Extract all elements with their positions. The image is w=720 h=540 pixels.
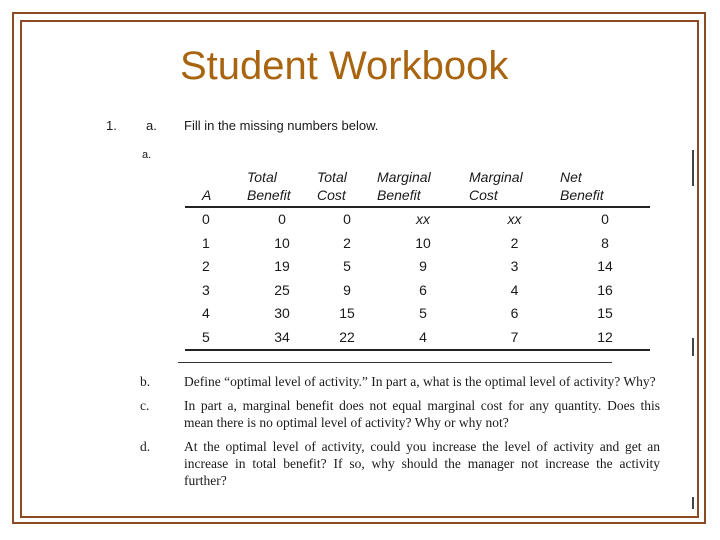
cell-total-cost: 22: [317, 326, 377, 351]
cell-total-benefit: 25: [274, 281, 290, 298]
question-letter: a.: [146, 118, 157, 133]
cell-net-benefit: 8: [601, 234, 609, 251]
part-text: In part a, marginal benefit does not equal marginal cost for any quantity. Does this mean there is no optimal level of activity? Why or why not?: [184, 398, 660, 430]
cell-marginal-benefit: 4: [377, 326, 469, 351]
cell-total-cost: 2: [343, 234, 351, 251]
table-row: [185, 255, 650, 279]
cell-a: 2: [202, 258, 210, 274]
question-part-d: [140, 438, 660, 489]
part-text: At the optimal level of activity, could you increase the level of activity and get an increase in total benefit? If so, why should the manager not increase the activity further?: [184, 439, 660, 488]
question-part-b: [140, 373, 660, 390]
cell-total-benefit: 10: [274, 234, 290, 251]
cell-a: 0: [202, 211, 210, 227]
cell-total-cost: 15: [339, 305, 355, 321]
scan-edge-mark: [692, 338, 694, 356]
cell-marginal-cost: 6: [510, 305, 519, 321]
part-letter: d.: [140, 439, 151, 454]
cell-marginal-cost: 2: [510, 234, 519, 251]
cell-total-cost: 9: [343, 281, 351, 298]
slide-title: Student Workbook: [180, 44, 509, 88]
benefit-cost-table: [185, 168, 650, 351]
col-header-net-benefit: Net Benefit: [560, 168, 650, 207]
cell-total-benefit: 0: [278, 211, 286, 227]
col-header-a: A: [185, 168, 247, 207]
table-row: [185, 207, 650, 232]
scan-edge-mark: [692, 150, 694, 186]
col-header-total-benefit: Total Benefit: [247, 168, 317, 207]
cell-marginal-benefit: 10: [415, 234, 431, 251]
part-text: Define “optimal level of activity.” In part a, what is the optimal level of activity? Why?: [184, 374, 656, 389]
cell-total-benefit: 30: [274, 305, 290, 321]
cell-total-cost: 0: [343, 211, 351, 227]
cell-net-benefit: 0: [601, 211, 609, 227]
cell-a: 5: [185, 326, 247, 351]
cell-total-cost: 5: [343, 258, 351, 274]
cell-net-benefit: 14: [597, 258, 613, 274]
cell-a: 3: [202, 281, 210, 298]
part-letter: b.: [140, 374, 151, 389]
table-row: [185, 326, 650, 351]
cell-net-benefit: 15: [597, 305, 613, 321]
cell-total-benefit: 19: [274, 258, 290, 274]
cell-marginal-benefit: 5: [419, 305, 427, 321]
table-header-row: [185, 168, 650, 207]
table-row: [185, 232, 650, 256]
col-header-marginal-benefit: Marginal Benefit: [377, 168, 469, 207]
section-divider: [178, 362, 612, 363]
cell-marginal-cost: 3: [510, 258, 519, 274]
col-header-total-cost: Total Cost: [317, 168, 377, 207]
table-label: a.: [142, 149, 152, 161]
cell-a: 4: [202, 305, 210, 321]
question-number: 1.: [106, 118, 117, 133]
question-part-c: [140, 397, 660, 431]
cell-marginal-benefit: 6: [419, 281, 427, 298]
part-letter: c.: [140, 398, 150, 413]
cell-marginal-cost: 7: [469, 326, 560, 351]
cell-a: 1: [202, 234, 210, 251]
table-row: [185, 279, 650, 303]
table-row: [185, 302, 650, 326]
cell-net-benefit: 16: [597, 281, 613, 298]
cell-total-benefit: 34: [247, 326, 317, 351]
cell-marginal-cost: xx: [507, 211, 522, 227]
cell-marginal-benefit: xx: [416, 211, 430, 227]
scan-edge-mark: [692, 497, 694, 509]
question-parts: [140, 373, 660, 496]
col-header-marginal-cost: Marginal Cost: [469, 168, 560, 207]
cell-net-benefit: 12: [560, 326, 650, 351]
question-text: Fill in the missing numbers below.: [184, 118, 379, 133]
cell-marginal-cost: 4: [510, 281, 519, 298]
cell-marginal-benefit: 9: [419, 258, 427, 274]
